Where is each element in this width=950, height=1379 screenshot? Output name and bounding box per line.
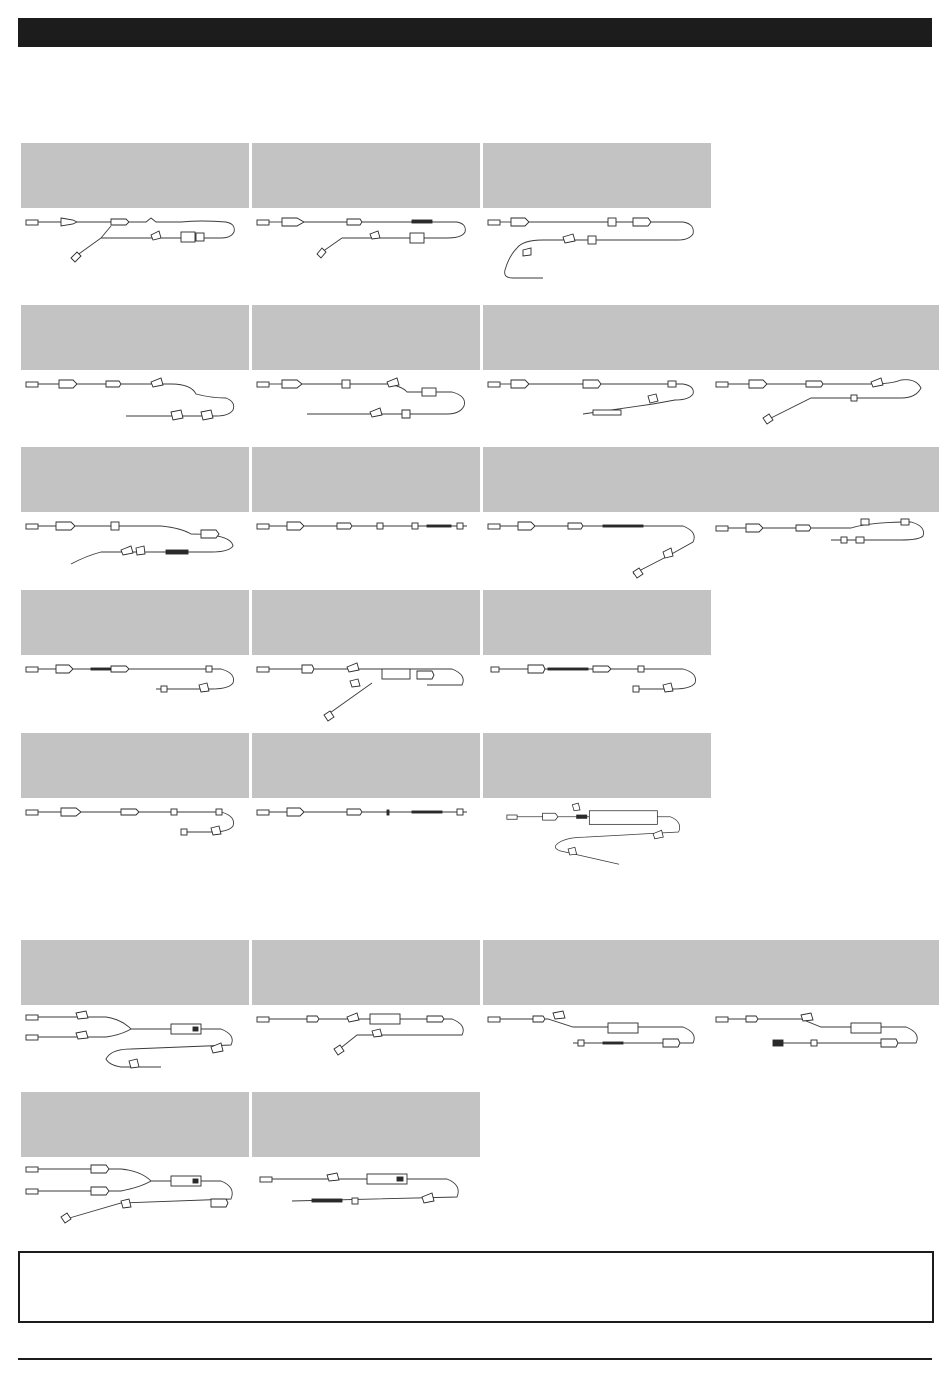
iv-set-illustration bbox=[252, 512, 480, 597]
product-card bbox=[21, 733, 249, 883]
product-card bbox=[252, 305, 480, 455]
iv-set-illustration bbox=[21, 512, 249, 597]
iv-set-illustration bbox=[21, 1157, 249, 1242]
product-card bbox=[21, 143, 249, 293]
card-header bbox=[711, 447, 939, 512]
product-card bbox=[711, 940, 939, 1090]
iv-set-drawing bbox=[21, 1005, 249, 1090]
footer-box bbox=[18, 1251, 934, 1323]
card-header bbox=[21, 940, 249, 1005]
card-header bbox=[252, 447, 480, 512]
card-header bbox=[252, 143, 480, 208]
product-card bbox=[483, 590, 711, 740]
product-card bbox=[483, 305, 711, 455]
iv-set-drawing bbox=[21, 1157, 249, 1242]
iv-set-drawing bbox=[483, 655, 711, 740]
card-header bbox=[252, 590, 480, 655]
iv-set-illustration bbox=[483, 798, 711, 883]
card-header bbox=[483, 940, 711, 1005]
product-card bbox=[711, 305, 939, 455]
iv-set-illustration bbox=[252, 1157, 480, 1242]
iv-set-drawing bbox=[252, 370, 480, 455]
iv-set-illustration bbox=[21, 1005, 249, 1090]
iv-set-drawing bbox=[21, 655, 249, 740]
product-card bbox=[252, 447, 480, 597]
product-card bbox=[21, 590, 249, 740]
card-header bbox=[252, 940, 480, 1005]
iv-set-illustration bbox=[711, 1005, 939, 1090]
iv-set-drawing bbox=[483, 512, 711, 597]
card-header bbox=[252, 305, 480, 370]
product-card bbox=[711, 447, 939, 597]
product-card bbox=[21, 447, 249, 597]
card-header bbox=[21, 447, 249, 512]
card-header bbox=[252, 1092, 480, 1157]
product-card bbox=[252, 940, 480, 1090]
iv-set-drawing bbox=[483, 208, 711, 293]
card-header bbox=[483, 143, 711, 208]
iv-set-illustration bbox=[711, 512, 939, 597]
iv-set-illustration bbox=[483, 655, 711, 740]
iv-set-drawing bbox=[711, 370, 939, 455]
product-card bbox=[483, 733, 711, 883]
product-card bbox=[252, 590, 480, 740]
card-header bbox=[21, 590, 249, 655]
iv-set-drawing bbox=[483, 1005, 711, 1090]
product-card bbox=[21, 1092, 249, 1242]
iv-set-drawing bbox=[483, 370, 711, 455]
iv-set-drawing bbox=[252, 655, 480, 740]
bottom-rule bbox=[18, 1358, 932, 1360]
iv-set-drawing bbox=[21, 512, 249, 597]
iv-set-illustration bbox=[483, 370, 711, 455]
iv-set-drawing bbox=[483, 798, 711, 883]
product-card bbox=[483, 940, 711, 1090]
iv-set-illustration bbox=[252, 655, 480, 740]
card-header bbox=[21, 305, 249, 370]
iv-set-illustration bbox=[21, 208, 249, 293]
iv-set-illustration bbox=[21, 798, 249, 883]
product-card bbox=[21, 305, 249, 455]
product-card bbox=[252, 143, 480, 293]
iv-set-drawing bbox=[21, 370, 249, 455]
iv-set-illustration bbox=[483, 512, 711, 597]
card-header bbox=[711, 940, 939, 1005]
iv-set-drawing bbox=[21, 798, 249, 883]
product-card bbox=[21, 940, 249, 1090]
product-card bbox=[252, 733, 480, 883]
iv-set-illustration bbox=[483, 208, 711, 293]
iv-set-illustration bbox=[252, 208, 480, 293]
product-card bbox=[252, 1092, 480, 1242]
iv-set-drawing bbox=[711, 512, 939, 597]
card-header bbox=[21, 733, 249, 798]
iv-set-illustration bbox=[252, 1005, 480, 1090]
header-bar bbox=[18, 18, 932, 47]
card-header bbox=[483, 590, 711, 655]
iv-set-drawing bbox=[252, 798, 480, 883]
iv-set-illustration bbox=[483, 1005, 711, 1090]
iv-set-drawing bbox=[252, 1005, 480, 1090]
product-card bbox=[483, 447, 711, 597]
card-header bbox=[483, 305, 711, 370]
iv-set-drawing bbox=[252, 208, 480, 293]
iv-set-drawing bbox=[252, 1157, 480, 1242]
iv-set-illustration bbox=[711, 370, 939, 455]
card-header bbox=[483, 733, 711, 798]
iv-set-illustration bbox=[21, 655, 249, 740]
iv-set-illustration bbox=[252, 370, 480, 455]
card-header bbox=[483, 447, 711, 512]
iv-set-illustration bbox=[21, 370, 249, 455]
iv-set-drawing bbox=[21, 208, 249, 293]
iv-set-illustration bbox=[252, 798, 480, 883]
product-card bbox=[483, 143, 711, 293]
iv-set-drawing bbox=[252, 512, 480, 597]
card-header bbox=[21, 143, 249, 208]
card-header bbox=[252, 733, 480, 798]
card-header bbox=[711, 305, 939, 370]
card-header bbox=[21, 1092, 249, 1157]
iv-set-drawing bbox=[711, 1005, 939, 1090]
